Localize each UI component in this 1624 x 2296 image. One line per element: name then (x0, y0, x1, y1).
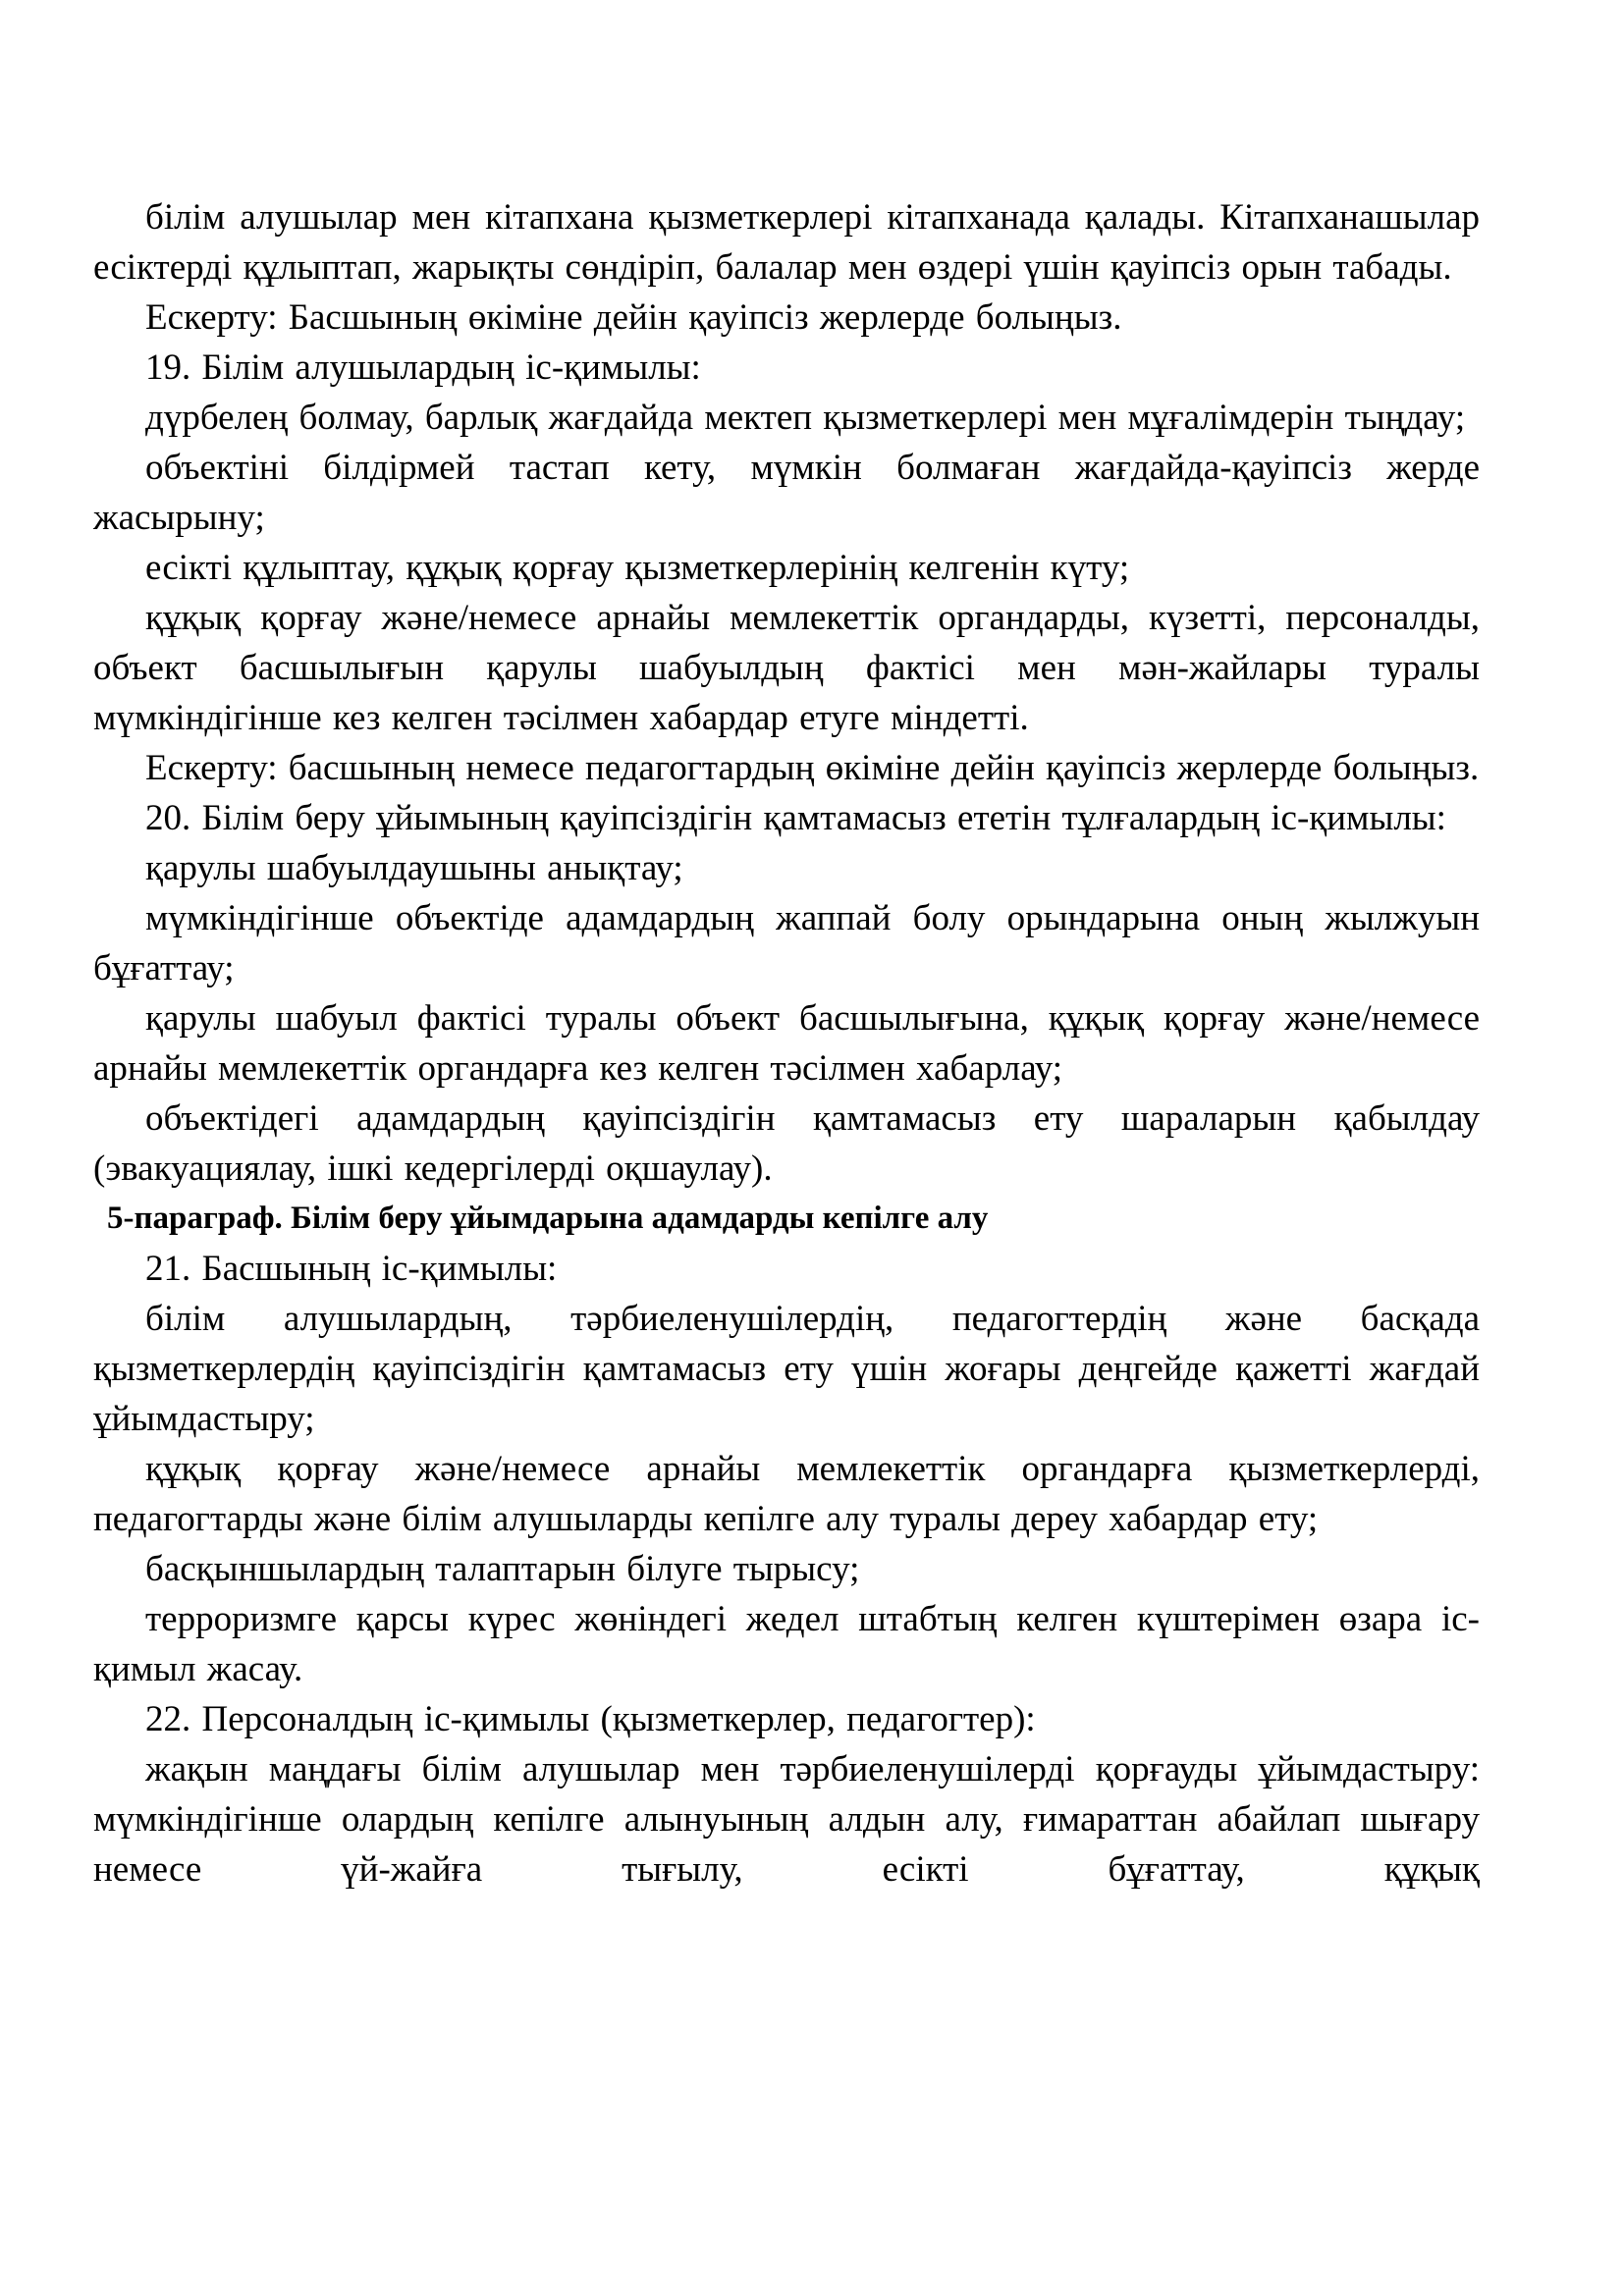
paragraph: құқық қорғау және/немесе арнайы мемлекеттік органдарды, күзетті, персоналды, объект басшылығын қарулы шабуылдың фактісі мен мән-жайлары туралы мүмкіндігінше кез келген тәсілмен хабардар етуге міндетті. (93, 598, 1480, 738)
paragraph: білім алушылар мен кітапхана қызметкерлері кітапханада қалады. Кітапханашылар есіктерді құлыптап, жарықты сөндіріп, балалар мен өздері үшін қауіпсіз орын табады. (93, 197, 1480, 288)
paragraph: объектіні білдірмей тастап кету, мүмкін болмаған жағдайда-қауіпсіз жерде жасырыну; (93, 448, 1480, 538)
paragraph: қарулы шабуыл фактісі туралы объект басшылығына, құқық қорғау және/немесе арнайы мемлекеттік органдарға кез келген тәсілмен хабарлау; (93, 998, 1480, 1089)
paragraph: құқық қорғау және/немесе арнайы мемлекеттік органдарға қызметкерлерді, педагогтарды және білім алушыларды кепілге алу туралы дереу хабардар ету; (93, 1449, 1480, 1539)
section-heading: 5-параграф. Білім беру ұйымдарына адамдарды кепілге алу (107, 1201, 989, 1236)
paragraph: дүрбелең болмау, барлық жағдайда мектеп қызметкерлері мен мұғалімдерін тыңдау; (145, 398, 1466, 438)
paragraph: мүмкіндігінше объектіде адамдардың жаппай болу орындарына оның жылжуын бұғаттау; (93, 898, 1480, 988)
note-paragraph: Ескерту: Басшының өкіміне дейін қауіпсіз жерлерде болыңыз. (145, 297, 1122, 338)
paragraph: есікті құлыптау, құқық қорғау қызметкерлерінің келгенін күту; (145, 548, 1130, 588)
numbered-item-21: 21. Басшының іс-қимылы: (145, 1249, 558, 1289)
paragraph: терроризмге қарсы күрес жөніндегі жедел штабтың келген күштерімен өзара іс-қимыл жасау. (93, 1599, 1480, 1689)
note-paragraph: Ескерту: басшының немесе педагогтардың өкіміне дейін қауіпсіз жерлерде болыңыз. (145, 748, 1480, 788)
paragraph: білім алушылардың, тәрбиеленушілердің, педагогтердің және басқада қызметкерлердің қауіпсіздігін қамтамасыз ету үшін жоғары деңгейде қажетті жағдай ұйымдастыру; (93, 1299, 1480, 1439)
numbered-item-22: 22. Персоналдың іс-қимылы (қызметкерлер, педагогтер): (145, 1699, 1036, 1739)
paragraph: қарулы шабуылдаушыны анықтау; (145, 848, 683, 888)
paragraph: объектідегі адамдардың қауіпсіздігін қамтамасыз ету шараларын қабылдау (эвакуациялау, ішкі кедергілерді оқшаулау). (93, 1098, 1480, 1189)
numbered-item-19: 19. Білім алушылардың іс-қимылы: (145, 347, 701, 388)
paragraph: жақын маңдағы білім алушылар мен тәрбиеленушілерді қорғауды ұйымдастыру: мүмкіндігінше олардың кепілге алынуының алдын алу, ғимараттан абайлап шығару немесе үй-жайға тығылу, есікті бұғаттау, құқық (93, 1749, 1480, 1890)
paragraph: басқыншылардың талаптарын білуге тырысу; (145, 1549, 860, 1589)
document-text-block (93, 192, 1480, 1895)
numbered-item-20: 20. Білім беру ұйымының қауіпсіздігін қамтамасыз ететін тұлғалардың іс-қимылы: (145, 798, 1446, 838)
